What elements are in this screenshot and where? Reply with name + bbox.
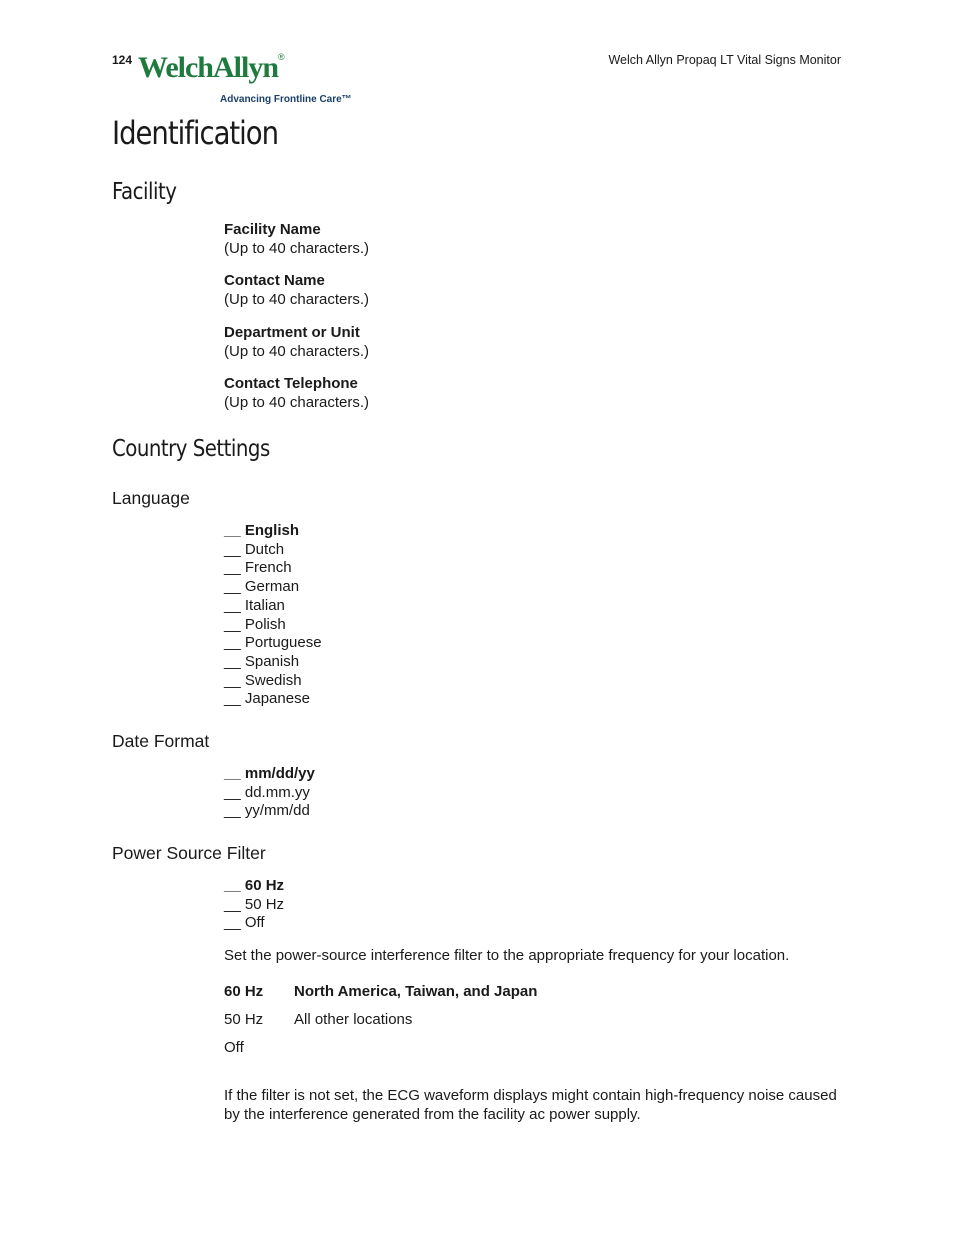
filter-note: If the filter is not set, the ECG waveform displays might contain high-frequency noise caused by the interference generated from the facility ac power supply. <box>224 1087 837 1123</box>
language-options <box>224 522 322 709</box>
power-filter-options <box>224 877 284 933</box>
logo-registered-mark: ® <box>278 52 285 62</box>
language-option: __ Japanese <box>224 690 310 708</box>
facility-field <box>224 221 369 258</box>
field-label: Contact Name <box>224 272 325 289</box>
field-note: (Up to 40 characters.) <box>224 342 370 360</box>
date-format-options <box>224 765 315 821</box>
field-note: (Up to 40 characters.) <box>224 393 370 411</box>
document-title: Welch Allyn Propaq LT Vital Signs Monitor <box>608 53 841 67</box>
date-format-heading: Date Format <box>112 731 210 751</box>
field-label: Contact Telephone <box>224 375 358 392</box>
frequency-cell: 50 Hz <box>224 1011 264 1028</box>
power-filter-option: __ 60 Hz <box>224 877 285 894</box>
page-number: 124 <box>112 53 133 67</box>
field-note: (Up to 40 characters.) <box>224 239 370 257</box>
facility-field <box>224 375 369 412</box>
frequency-cell: 60 Hz <box>224 983 264 1000</box>
page-title: Identification <box>112 114 278 152</box>
field-label: Department or Unit <box>224 324 360 341</box>
facility-heading: Facility <box>112 179 177 205</box>
power-filter-description: Set the power-source interference filter to the appropriate frequency for your location. <box>224 947 790 964</box>
logo-wordmark: WelchAllyn <box>138 51 279 84</box>
language-option: __ Dutch <box>224 540 285 558</box>
country-settings-heading: Country Settings <box>112 436 270 462</box>
language-option: __ Swedish <box>224 671 302 689</box>
language-heading: Language <box>112 488 190 508</box>
language-option: __ English <box>224 522 300 539</box>
language-option: __ Polish <box>224 615 286 633</box>
facility-field <box>224 272 369 309</box>
field-label: Facility Name <box>224 221 321 238</box>
logo-tagline: Advancing Frontline Care™ <box>220 94 352 105</box>
location-cell: All other locations <box>294 1011 413 1028</box>
language-option: __ Spanish <box>224 652 300 670</box>
language-option: __ French <box>224 559 292 577</box>
date-format-option: __ mm/dd/yy <box>224 765 315 782</box>
power-source-filter-heading: Power Source Filter <box>112 843 266 863</box>
language-option: __ Portuguese <box>224 634 322 652</box>
field-note: (Up to 40 characters.) <box>224 290 370 308</box>
frequency-cell: Off <box>224 1039 244 1056</box>
facility-field <box>224 324 369 361</box>
date-format-option: __ yy/mm/dd <box>224 802 310 820</box>
date-format-option: __ dd.mm.yy <box>224 783 310 801</box>
welch-allyn-logo <box>138 51 352 108</box>
language-option: __ Italian <box>224 596 285 614</box>
language-option: __ German <box>224 578 300 596</box>
location-cell: North America, Taiwan, and Japan <box>294 983 538 1000</box>
power-filter-option: __ Off <box>224 914 265 932</box>
power-filter-option: __ 50 Hz <box>224 895 285 913</box>
